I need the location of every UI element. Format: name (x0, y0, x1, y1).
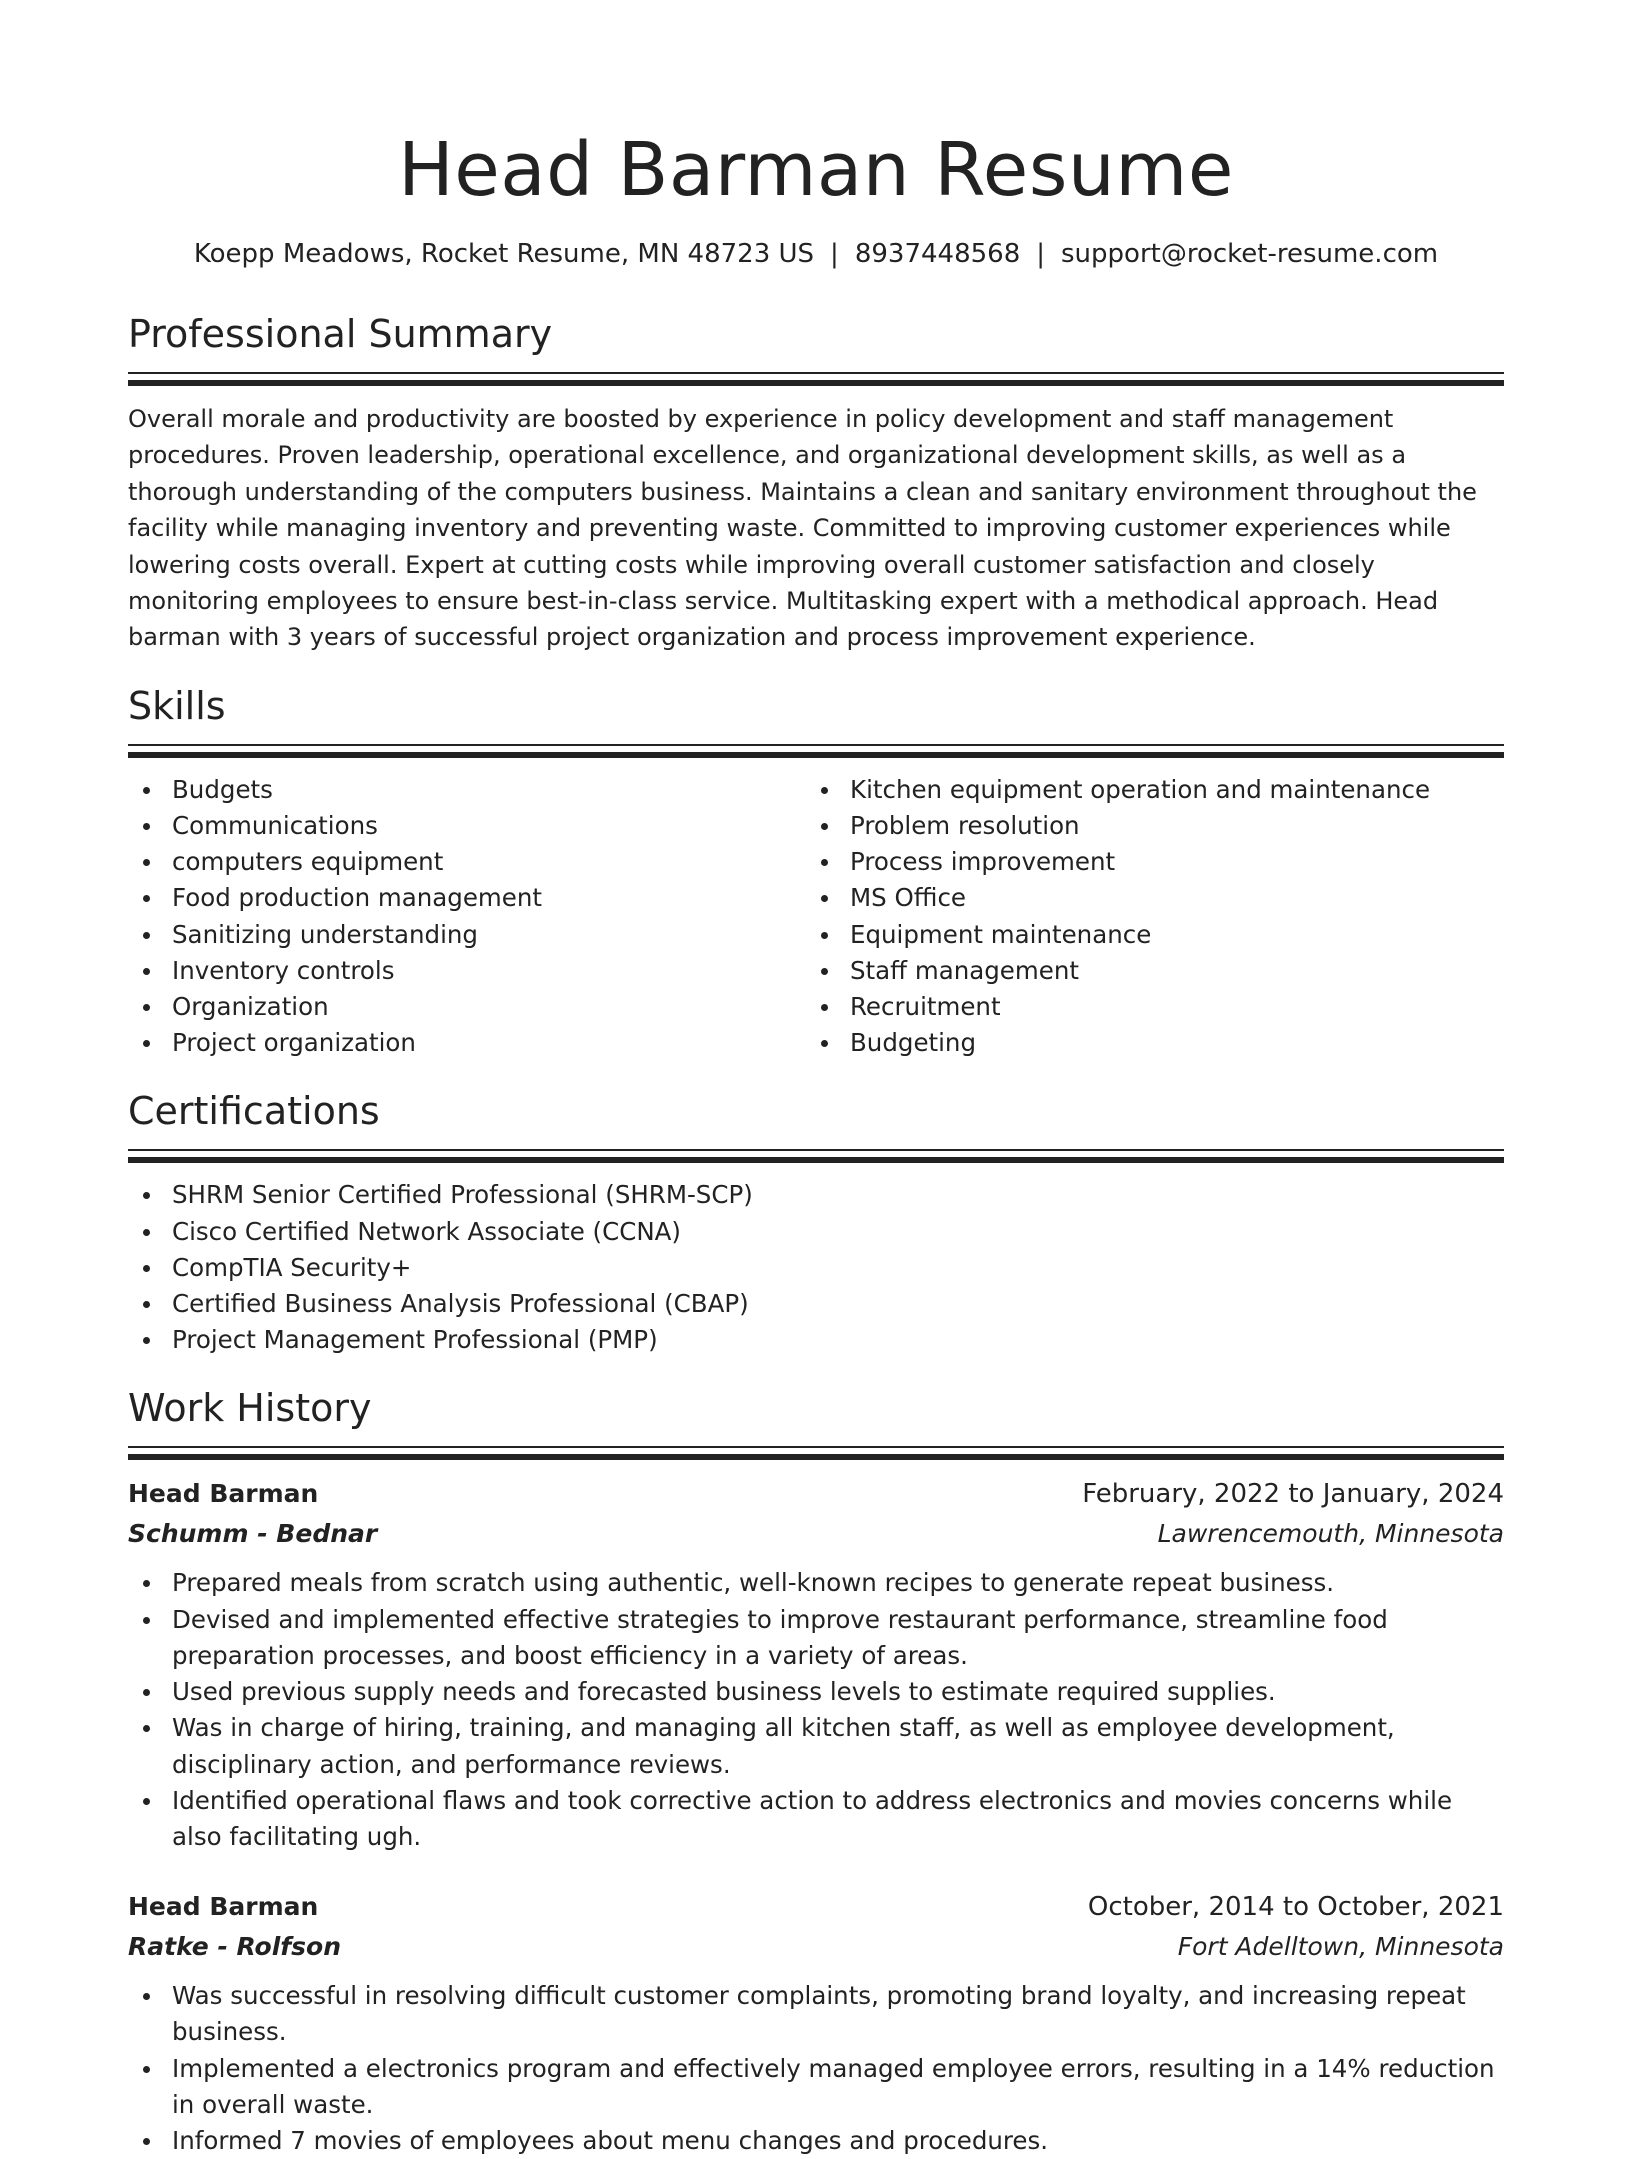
job-bullet: Prepared meals from scratch using authentic, well-known recipes to generate repeat business. (128, 1565, 1504, 1601)
certifications-section (128, 1087, 1504, 1358)
contact-address: Koepp Meadows, Rocket Resume, MN 48723 US (193, 239, 815, 269)
section-rule-thick (128, 752, 1504, 758)
skill-item: Equipment maintenance (806, 917, 1484, 953)
job-bullet: Used previous supply needs and forecasted business levels to estimate required supplies. (128, 1674, 1504, 1710)
skill-item: Process improvement (806, 844, 1484, 880)
job-company: Schumm - Bednar (128, 1519, 378, 1549)
summary-section (128, 310, 1504, 656)
job-bullet: Devised and implemented effective strategies to improve restaurant performance, streamline food preparation processes, and boost efficiency in a variety of areas. (128, 1602, 1504, 1674)
contact-separator: | (830, 239, 839, 269)
job-header-row (128, 1887, 1504, 1927)
summary-text: Overall morale and productivity are boosted by experience in policy development and staff management procedures. Proven leadership, operational excellence, and organizational development skills, as well as a thorough understanding of the computers business. Maintains a clean and sanitary environment throughout the facility while managing inventory and preventing waste. Committed to improving customer experiences while lowering costs overall. Expert at cutting costs while improving overall customer satisfaction and closely monitoring employees to ensure best-in-class service. Multitasking expert with a methodical approach. Head barman with 3 years of successful project organization and process improvement experience. (128, 405, 1477, 652)
job-dates: October, 2014 to October, 2021 (1087, 1892, 1504, 1923)
skill-item: Budgets (128, 772, 806, 808)
contact-email: support@rocket-resume.com (1061, 239, 1439, 269)
section-rule-thin (128, 744, 1504, 746)
certification-item: CompTIA Security+ (128, 1250, 1504, 1286)
certification-item: SHRM Senior Certified Professional (SHRM-SCP) (128, 1177, 1504, 1213)
work-history-section (128, 1384, 1504, 2159)
skill-item: Sanitizing understanding (128, 917, 806, 953)
job-entry (128, 1474, 1504, 1855)
skill-item: Project organization (128, 1025, 806, 1061)
skills-heading: Skills (128, 683, 226, 728)
certification-item: Cisco Certified Network Associate (CCNA) (128, 1214, 1504, 1250)
job-location: Lawrencemouth, Minnesota (1157, 1519, 1504, 1549)
job-title: Head Barman (128, 1479, 319, 1509)
summary-heading: Professional Summary (128, 312, 553, 356)
skills-list-right (806, 772, 1484, 1062)
job-subheader-row (128, 1514, 1504, 1554)
skill-item: Problem resolution (806, 808, 1484, 844)
skill-item: Staff management (806, 953, 1484, 989)
job-bullet-list (128, 1978, 1504, 2159)
certifications-heading: Certifications (128, 1089, 380, 1134)
resume-title: Head Barman Resume (398, 127, 1234, 213)
job-bullet: Was successful in resolving difficult customer complaints, promoting brand loyalty, and increasing repeat business. (128, 1978, 1504, 2050)
skill-item: Inventory controls (128, 953, 806, 989)
certification-item: Certified Business Analysis Professional (CBAP) (128, 1286, 1504, 1322)
section-rule-thick (128, 1454, 1504, 1460)
job-location: Fort Adelltown, Minnesota (1177, 1932, 1504, 1962)
contact-line (128, 236, 1504, 272)
section-rule-thin (128, 1446, 1504, 1448)
skill-item: Communications (128, 808, 806, 844)
section-rule-thin (128, 1149, 1504, 1151)
job-title: Head Barman (128, 1892, 319, 1922)
skill-item: Kitchen equipment operation and maintenance (806, 772, 1484, 808)
skills-columns (128, 772, 1504, 1062)
skill-item: computers equipment (128, 844, 806, 880)
skill-item: MS Office (806, 880, 1484, 916)
certification-item: Project Management Professional (PMP) (128, 1322, 1504, 1358)
skill-item: Organization (128, 989, 806, 1025)
job-bullet-list (128, 1565, 1504, 1855)
job-bullet: Implemented a electronics program and effectively managed employee errors, resulting in a 14% reduction in overall waste. (128, 2051, 1504, 2123)
job-company: Ratke - Rolfson (128, 1932, 342, 1962)
contact-phone: 8937448568 (854, 239, 1021, 269)
job-bullet: Identified operational flaws and took corrective action to address electronics and movies concerns while also facilitating ugh. (128, 1783, 1504, 1855)
skill-item: Recruitment (806, 989, 1484, 1025)
job-dates: February, 2022 to January, 2024 (1082, 1479, 1504, 1510)
skills-list-left (128, 772, 806, 1062)
work-history-heading: Work History (128, 1386, 372, 1431)
section-rule-thick (128, 1157, 1504, 1163)
job-bullet: Informed 7 movies of employees about menu changes and procedures. (128, 2123, 1504, 2159)
job-bullet: Was in charge of hiring, training, and managing all kitchen staff, as well as employee development, disciplinary action, and performance reviews. (128, 1710, 1504, 1782)
skill-item: Food production management (128, 880, 806, 916)
job-header-row (128, 1474, 1504, 1514)
skills-section (128, 682, 1504, 1062)
section-rule-thin (128, 372, 1504, 374)
job-entry (128, 1887, 1504, 2159)
certifications-list (128, 1177, 1504, 1358)
job-subheader-row (128, 1927, 1504, 1967)
section-rule-thick (128, 380, 1504, 386)
skill-item: Budgeting (806, 1025, 1484, 1061)
contact-separator: | (1036, 239, 1045, 269)
resume-page (128, 0, 1504, 2159)
